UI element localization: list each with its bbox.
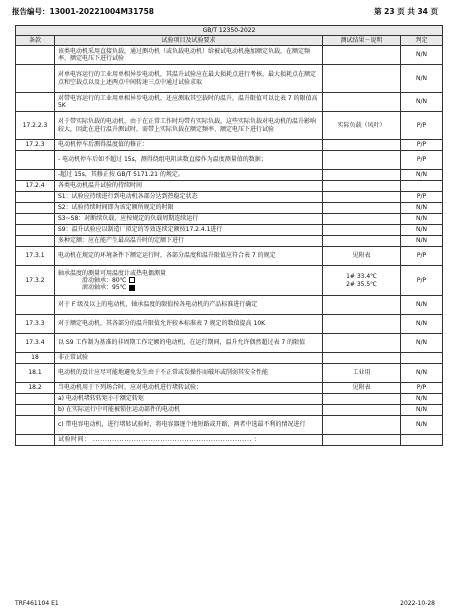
test-results-table: [15, 25, 442, 446]
report-number-value: 13001-20221004M31758: [49, 6, 155, 16]
table-row: [16, 93, 443, 112]
row-item: 对于额定电动机，其各部分的温升限值允许较本标准表 7 规定的数值提高 10K: [55, 315, 323, 334]
row-item: 多种定额：应在能产生最高温升时的定额下进行: [55, 236, 323, 247]
row-clause: [16, 236, 55, 247]
row-result: [323, 405, 401, 416]
results-table: [15, 25, 443, 446]
row-verdict: [401, 353, 443, 364]
row-result: [323, 203, 401, 214]
table-row: [16, 435, 443, 446]
table-row: [16, 236, 443, 247]
row-clause: [16, 416, 55, 435]
page-footer: [15, 598, 435, 608]
row-result: 工业用: [323, 364, 401, 383]
table-row: [16, 315, 443, 334]
row-clause: 17.2.4: [16, 181, 55, 192]
row-result: 见附表: [323, 383, 401, 394]
table-row: [16, 192, 443, 203]
row-clause: 18: [16, 353, 55, 364]
row-clause: [16, 435, 55, 446]
row-item: 以 S9 工作制为基准的非周期工作定额的电动机，在运行期间，温升允许偶然超过表 7 的限值: [55, 334, 323, 353]
row-clause: 18.1: [16, 364, 55, 383]
col-header-clause: 条款: [16, 36, 55, 46]
table-row: [16, 151, 443, 170]
table-row: [16, 296, 443, 315]
row-result: [323, 181, 401, 192]
row-verdict: [401, 181, 443, 192]
bearing-line: [58, 284, 319, 291]
row-result: [323, 296, 401, 315]
row-verdict: N/N: [401, 46, 443, 65]
row-item: 试验时间： .................................................................. :: [55, 435, 323, 446]
row-clause: [16, 405, 55, 416]
table-body: [16, 46, 443, 446]
row-result: [323, 93, 401, 112]
row-item: 该类电动机采用直接负载，通过测功机（或负载电动机）给被试电动机施加额定负载，在额定频率、额定电压下进行试验: [55, 46, 323, 65]
row-verdict: P/P: [401, 151, 443, 170]
row-verdict: [401, 435, 443, 446]
row-result: [323, 353, 401, 364]
row-result: 见附表: [323, 247, 401, 266]
row-result: [323, 46, 401, 65]
row-clause: [16, 151, 55, 170]
standard-code: GB/T 12350-2022: [16, 26, 443, 36]
row-result: [323, 214, 401, 225]
row-item: [55, 266, 323, 296]
row-clause: [16, 203, 55, 214]
bearing-limit-value: 95℃: [112, 284, 127, 292]
table-row: [16, 225, 443, 236]
page-indicator-text: 第 23 页 共 34 页: [374, 6, 438, 16]
row-clause: 17.3.3: [16, 315, 55, 334]
row-verdict: P/P: [401, 247, 443, 266]
row-clause: [16, 192, 55, 203]
table-row: [16, 46, 443, 65]
row-verdict: P/P: [401, 112, 443, 140]
table-row: [16, 353, 443, 364]
row-clause: 18.2: [16, 383, 55, 394]
bearing-type-label: 滑动轴承：: [82, 276, 113, 284]
table-row: [16, 405, 443, 416]
row-clause: 17.3.4: [16, 334, 55, 353]
row-verdict: N/N: [401, 315, 443, 334]
row-item: 电动机停车后测得温度值的修正：: [55, 140, 323, 151]
bearing-temp-reading: 1# 33.4℃: [346, 273, 377, 281]
report-number: [12, 6, 154, 17]
row-clause: [16, 93, 55, 112]
row-verdict: N/N: [401, 334, 443, 353]
row-item-main: 轴承温度的测量可用温度计或热电偶测量: [58, 269, 167, 277]
row-verdict: N/N: [401, 203, 443, 214]
row-result: [323, 236, 401, 247]
row-result: [323, 394, 401, 405]
row-verdict: N/N: [401, 225, 443, 236]
row-result: [323, 334, 401, 353]
row-verdict: P/P: [401, 192, 443, 203]
table-row: [16, 394, 443, 405]
table-row: [16, 383, 443, 394]
row-item: a) 电动机堵转转矩小于额定转矩: [55, 394, 323, 405]
row-item: S9：温升试验应以制造厂拟定的等效连续定额按17.2.4.1进行: [55, 225, 323, 236]
row-item: S1：试验应持续进行到电动机各部分达到热稳定状态: [55, 192, 323, 203]
row-clause: [16, 394, 55, 405]
row-item: 对带电容运行的工业用单相异步电动机，还应测取其空载时的温升，温升限值可以比表 7 的限值高 5K: [55, 93, 323, 112]
row-result: [323, 65, 401, 93]
report-number-label: 报告编号：: [12, 6, 50, 16]
row-item: 电动机在规定的环境条件下额定运行时，各部分温度和温升限值应符合表 7 的规定: [55, 247, 323, 266]
table-row: [16, 214, 443, 225]
row-verdict: N/N: [401, 296, 443, 315]
row-verdict: N/N: [401, 405, 443, 416]
row-item: 对于 F 级及以上的电动机，轴承温度的限值按各电动机的产品标准进行确定: [55, 296, 323, 315]
row-item: b) 在实际运行中可能被锁住运动部件的电动机: [55, 405, 323, 416]
table-row: [16, 247, 443, 266]
row-clause: [16, 46, 55, 65]
row-verdict: N/N: [401, 416, 443, 435]
page-indicator: [374, 6, 438, 17]
table-row: [16, 181, 443, 192]
row-result: [323, 140, 401, 151]
row-item: 非正常试验: [55, 353, 323, 364]
row-verdict: N/N: [401, 93, 443, 112]
row-verdict: N/N: [401, 236, 443, 247]
row-verdict: N/N: [401, 394, 443, 405]
row-clause: [16, 296, 55, 315]
footer-date: 2022-10-28: [400, 599, 435, 607]
row-result: [323, 435, 401, 446]
col-header-verdict: 判定: [401, 36, 443, 46]
row-clause: 17.2.3: [16, 140, 55, 151]
row-item: -超过 15s，其修正按 GB/T 5171.21 的规定。: [55, 170, 323, 181]
row-item: 对单电容运行的工业用单相异步电动机，其温升试验应在最大损耗点进行考核，最大损耗点在额定点和空载点以及上述两点中间转速三点中通过试验求取: [55, 65, 323, 93]
row-verdict: N/N: [401, 214, 443, 225]
bearing-type-label: 滚动轴承：: [82, 284, 113, 292]
row-verdict: N/N: [401, 170, 443, 181]
row-item: 对于带实际负载的电动机，由于在正常工作时均带有实际负载，这些实际负载对电动机的温升影响较大，因此在进行温升测试时，需带上实际负载在额定频率、额定电压下进行试验: [55, 112, 323, 140]
row-verdict: N/N: [401, 65, 443, 93]
row-result: [323, 225, 401, 236]
row-result: [323, 151, 401, 170]
row-item: S3~S8：对断续负载，应按规定的负载周期连续运行: [55, 214, 323, 225]
row-verdict: P/P: [401, 383, 443, 394]
row-item: c) 带电容电动机，进行堵转试验时，将电容器逐个地短路或开路，两者中选最不利的情况进行: [55, 416, 323, 435]
row-verdict: N/N: [401, 364, 443, 383]
bearing-temp-reading: 2# 35.5℃: [346, 280, 377, 288]
col-header-result: 测试结果－说明: [323, 36, 401, 46]
row-item: 电动机的设计应尽可能地避免发生由于不正常或误操作而破坏或削弱其安全性能: [55, 364, 323, 383]
row-clause: [16, 225, 55, 236]
row-verdict: P/P: [401, 140, 443, 151]
table-row: [16, 364, 443, 383]
row-item: 各类电动机温升试验的持续时间: [55, 181, 323, 192]
row-clause: [16, 170, 55, 181]
row-clause: 17.2.2.3: [16, 112, 55, 140]
col-header-item: 试验项目及试验要求: [55, 36, 323, 46]
bearing-limit-value: 80℃: [112, 276, 127, 284]
row-clause: 17.3.2: [16, 266, 55, 296]
table-row: [16, 266, 443, 296]
row-item: S2：试验持续时间即为该定额所规定的时限: [55, 203, 323, 214]
form-code: TRF461104 E1: [15, 599, 59, 607]
row-result: [323, 315, 401, 334]
row-result: 实际负载（风叶）: [323, 112, 401, 140]
row-clause: [16, 214, 55, 225]
checked-box-icon: [129, 285, 135, 291]
row-result: [323, 416, 401, 435]
table-row: [16, 112, 443, 140]
row-result: [323, 170, 401, 181]
test-time-blank-line: .................................................................. :: [90, 436, 257, 444]
table-row: [16, 416, 443, 435]
row-item: - 电动机停车后如不超过 15s，测得绕组电阻读数直接作为温度测量值的数据；: [55, 151, 323, 170]
row-item: 当电动机用于下列场合时，应对电动机进行堵转试验：: [55, 383, 323, 394]
table-row: [16, 203, 443, 214]
report-header: [12, 4, 438, 18]
table-row: [16, 65, 443, 93]
row-verdict: P/P: [401, 266, 443, 296]
table-row: [16, 334, 443, 353]
row-result: [323, 192, 401, 203]
row-clause: 17.3.1: [16, 247, 55, 266]
row-clause: [16, 65, 55, 93]
row-result: [323, 266, 401, 296]
unchecked-box-icon: [129, 277, 135, 283]
table-row: [16, 140, 443, 151]
table-row: [16, 170, 443, 181]
